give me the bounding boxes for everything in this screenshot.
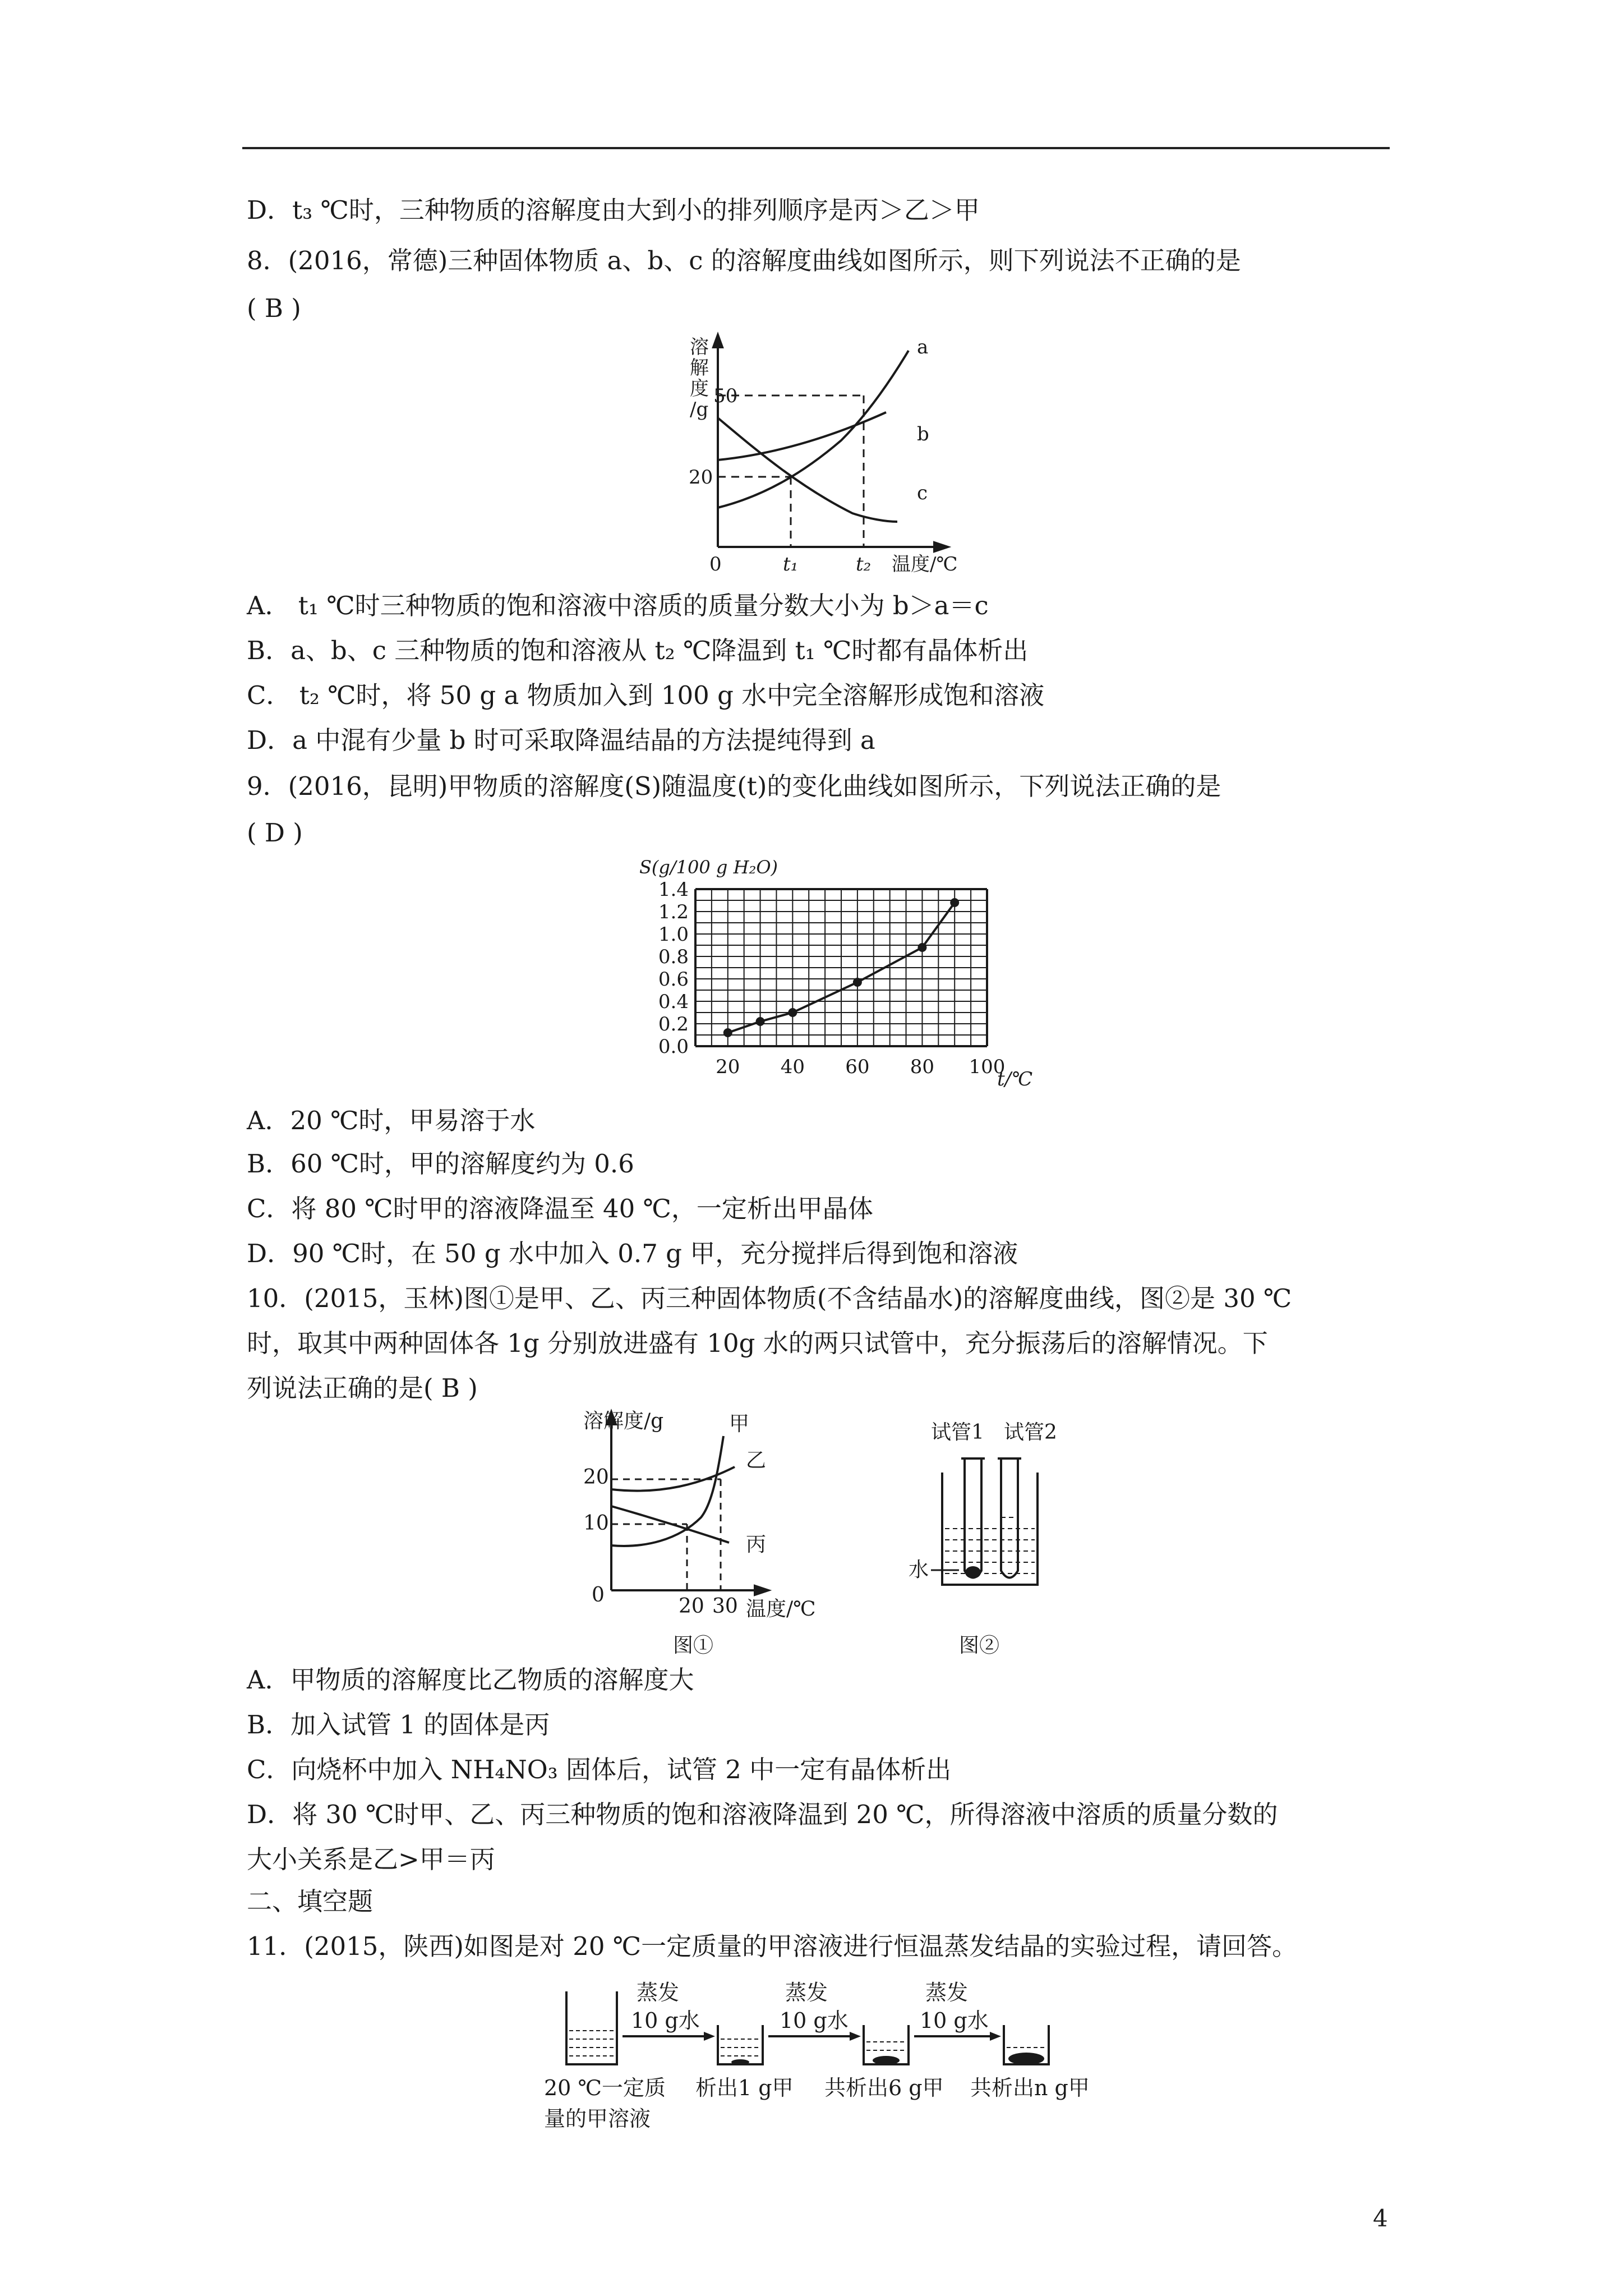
- q9-ytick-label: 0.2: [658, 1013, 689, 1036]
- q9-data-point: [723, 1028, 732, 1037]
- q10-curve-label-yi: 乙: [746, 1449, 767, 1472]
- q9-option-d: D．90 ℃时，在 50 g 水中加入 0.7 g 甲，充分搅拌后得到饱和溶液: [247, 1239, 1018, 1268]
- q8-answer: ( B ): [247, 293, 301, 323]
- tube2: [1001, 1458, 1018, 1578]
- crystal-ng: [1008, 2053, 1044, 2065]
- q8-xtick-t1: t₁: [783, 553, 799, 576]
- label-initial-1: 20 ℃一定质: [544, 2076, 666, 2100]
- q8-xlabel: 温度/℃: [892, 553, 958, 576]
- q7-option-d: D．t₃ ℃时，三种物质的溶解度由大到小的排列顺序是丙＞乙＞甲: [247, 195, 980, 225]
- q9-chart-title: S(g/100 g H₂O): [639, 857, 778, 878]
- arrow1-bottom: 10 g水: [631, 2008, 700, 2033]
- q9-data-point: [756, 1017, 765, 1026]
- curve-c: [718, 418, 897, 522]
- label-6g: 共析出6 g甲: [824, 2076, 944, 2100]
- q8-ylabel-4: /g: [690, 398, 709, 421]
- q8-ylabel-2: 解: [690, 357, 709, 379]
- q8-xtick-t2: t₂: [856, 553, 872, 576]
- water-label: 水: [909, 1558, 929, 1581]
- q10-stem-2: 时，取其中两种固体各 1g 分别放进盛有 10g 水的两只试管中，充分振荡后的溶解情况。下: [247, 1328, 1268, 1358]
- q8-option-c: C． t₂ ℃时，将 50 g a 物质加入到 100 g 水中完全溶解形成饱和溶液: [247, 680, 1045, 710]
- q9-ytick-label: 0.4: [658, 991, 689, 1013]
- q10-ytick-20: 20: [583, 1466, 609, 1489]
- q10-caption-1: 图①: [673, 1634, 714, 1657]
- q9-xtick-label: 40: [780, 1056, 805, 1078]
- crystal-in-tube1: [965, 1566, 981, 1579]
- tube1: [965, 1458, 981, 1578]
- label-1g: 析出1 g甲: [695, 2076, 794, 2100]
- q9-xtick-label: 100: [969, 1056, 1006, 1078]
- curve-a: [718, 351, 909, 508]
- q10-curve-label-bing: 丙: [746, 1533, 767, 1556]
- q11-evaporation-figure: [538, 1969, 1133, 2139]
- arrow3-top: 蒸发: [925, 1980, 969, 2005]
- q8-ylabel-1: 溶: [690, 336, 709, 358]
- q9-stem: 9．(2016，昆明)甲物质的溶解度(S)随温度(t)的变化曲线如图所示，下列说法正确的是: [247, 771, 1221, 801]
- q10-caption-2: 图②: [959, 1634, 1000, 1657]
- q8-ylabel-3: 度: [690, 378, 709, 400]
- q9-ytick-label: 1.4: [658, 878, 689, 901]
- label-initial-2: 量的甲溶液: [544, 2106, 651, 2131]
- q9-data-point: [917, 943, 926, 952]
- q8-origin: 0: [709, 553, 722, 576]
- beaker-2: [718, 2025, 763, 2064]
- q9-chart: [628, 850, 1054, 1099]
- q10-option-d-1: D．将 30 ℃时甲、乙、丙三种物质的饱和溶液降温到 20 ℃，所得溶液中溶质的质量分数的: [247, 1800, 1278, 1829]
- q10-ytick-10: 10: [583, 1512, 609, 1535]
- q9-ytick-label: 1.0: [658, 923, 689, 946]
- q10-option-c: C．向烧杯中加入 NH₄NO₃ 固体后，试管 2 中一定有晶体析出: [247, 1755, 952, 1784]
- q9-xtick-label: 80: [910, 1056, 935, 1078]
- q10-ylabel: 溶解度/g: [583, 1410, 664, 1433]
- q9-data-point: [788, 1008, 797, 1017]
- q8-ytick-20: 20: [689, 466, 713, 489]
- q10-stem-1: 10．(2015，玉林)图①是甲、乙、丙三种固体物质(不含结晶水)的溶解度曲线，图②是 30 ℃: [247, 1283, 1292, 1313]
- q9-xtick-label: 20: [716, 1056, 740, 1078]
- q8-ytick-50: 50: [713, 385, 738, 407]
- header-rule: [242, 147, 1390, 149]
- tube2-label: 试管2: [1004, 1421, 1057, 1444]
- q9-option-c: C．将 80 ℃时甲的溶液降温至 40 ℃，一定析出甲晶体: [247, 1194, 873, 1223]
- q9-option-a: A．20 ℃时，甲易溶于水: [247, 1106, 536, 1135]
- q10-option-b: B．加入试管 1 的固体是丙: [247, 1710, 550, 1740]
- q10-figure-2: [903, 1405, 1105, 1665]
- q9-xlabel: t/℃: [997, 1068, 1033, 1091]
- q10-option-d-2: 大小关系是乙>甲＝丙: [247, 1844, 495, 1874]
- q9-option-b: B．60 ℃时，甲的溶解度约为 0.6: [247, 1149, 634, 1179]
- q9-xtick-label: 60: [845, 1056, 870, 1078]
- beaker-1: [566, 1991, 617, 2064]
- q9-data-point: [950, 898, 959, 907]
- arrow3-bottom: 10 g水: [920, 2008, 989, 2033]
- crystal-6g: [873, 2056, 900, 2065]
- q8-curve-label-c: c: [917, 482, 928, 504]
- q9-ytick-label: 1.2: [658, 901, 689, 923]
- arrow2-top: 蒸发: [785, 1980, 828, 2005]
- q10-origin: 0: [592, 1584, 605, 1607]
- q10-figure-1: [561, 1405, 875, 1665]
- section-2-heading: 二、填空题: [247, 1887, 374, 1916]
- arrow1-top: 蒸发: [637, 1980, 680, 2005]
- q10-xtick-20: 20: [679, 1595, 704, 1618]
- q8-stem: 8．(2016，常德)三种固体物质 a、b、c 的溶解度曲线如图所示，则下列说法不正确的是: [247, 246, 1241, 275]
- q8-option-d: D．a 中混有少量 b 时可采取降温结晶的方法提纯得到 a: [247, 725, 875, 755]
- q10-stem-3: 列说法正确的是( B ): [247, 1373, 478, 1403]
- arrow2-bottom: 10 g水: [780, 2008, 849, 2033]
- crystal-1g: [731, 2059, 749, 2065]
- q9-ytick-label: 0.0: [658, 1036, 689, 1058]
- q8-curve-label-b: b: [917, 423, 929, 445]
- q9-ytick-label: 0.6: [658, 968, 689, 991]
- q8-solubility-figure: [617, 328, 1009, 583]
- q11-stem: 11．(2015，陕西)如图是对 20 ℃一定质量的甲溶液进行恒温蒸发结晶的实验过程，请回答。: [247, 1931, 1298, 1961]
- q8-option-b: B．a、b、c 三种物质的饱和溶液从 t₂ ℃降温到 t₁ ℃时都有晶体析出: [247, 636, 1029, 665]
- label-ng: 共析出n g甲: [970, 2076, 1090, 2100]
- q9-answer: ( D ): [247, 818, 303, 848]
- q10-xtick-30: 30: [712, 1595, 738, 1618]
- q8-curve-label-a: a: [917, 336, 929, 358]
- q9-data-point: [853, 978, 862, 987]
- q8-option-a: A． t₁ ℃时三种物质的饱和溶液中溶质的质量分数大小为 b＞a＝c: [247, 591, 989, 620]
- q9-ytick-label: 0.8: [658, 946, 689, 968]
- page-number: 4: [1373, 2205, 1388, 2232]
- q10-option-a: A．甲物质的溶解度比乙物质的溶解度大: [247, 1665, 694, 1695]
- q10-curve-label-jia: 甲: [729, 1412, 750, 1435]
- q10-xlabel: 温度/℃: [746, 1598, 816, 1621]
- tube1-label: 试管1: [931, 1421, 984, 1444]
